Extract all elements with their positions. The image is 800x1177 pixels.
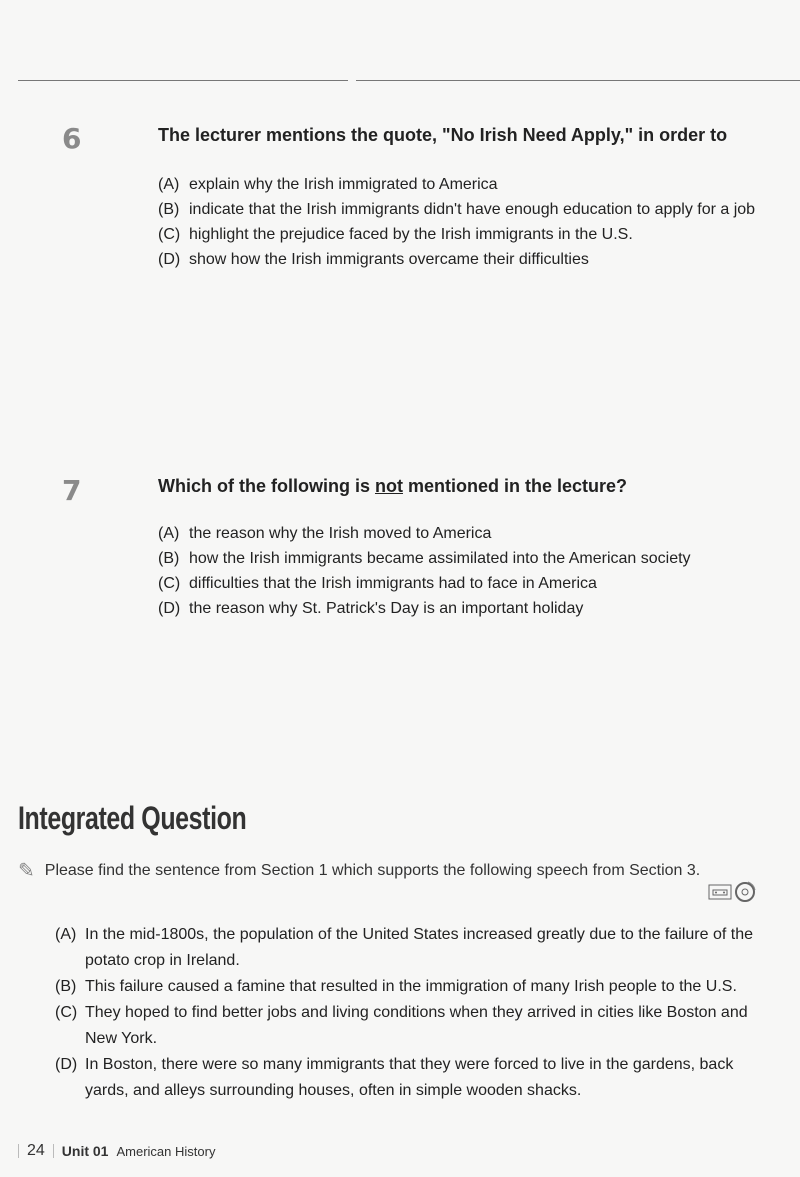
page-number: 24 <box>27 1142 45 1159</box>
pencil-icon: ✎ <box>18 860 35 882</box>
integrated-options <box>55 922 770 1104</box>
question-prompt <box>158 476 627 497</box>
option-text: how the Irish immigrants became assimilated into the American society <box>189 550 691 567</box>
prompt-text: mentioned in the lecture? <box>402 476 627 496</box>
question-options <box>158 172 758 272</box>
option-d[interactable] <box>158 596 758 621</box>
question-options <box>158 521 758 621</box>
option-label: (D) <box>158 251 181 268</box>
option-text: In the mid-1800s, the population of the United States increased greatly due to the failure of the potato crop in Ireland. <box>85 926 753 969</box>
option-text: show how the Irish immigrants overcame their difficulties <box>189 251 589 268</box>
option-label: (C) <box>158 226 181 243</box>
unit-label: Unit 01 <box>61 1143 109 1159</box>
option-text: the reason why St. Patrick's Day is an important holiday <box>189 600 584 617</box>
option-a[interactable] <box>55 922 770 974</box>
top-rule-left <box>18 80 348 81</box>
page-footer <box>18 1142 215 1160</box>
option-label: (C) <box>158 575 181 592</box>
option-label: (A) <box>158 176 180 193</box>
option-d[interactable] <box>55 1052 770 1104</box>
section-heading: Integrated Question <box>18 800 247 836</box>
divider <box>18 1144 19 1158</box>
option-a[interactable] <box>158 521 758 546</box>
prompt-emphasis: not <box>374 476 403 496</box>
option-label: (A) <box>158 525 180 542</box>
subject-label: American History <box>116 1143 216 1159</box>
option-text: This failure caused a famine that resulted in the immigration of many Irish people to the U.S. <box>85 978 737 995</box>
option-text: highlight the prejudice faced by the Irish immigrants in the U.S. <box>189 226 633 243</box>
option-label: (C) <box>55 1004 78 1021</box>
option-text: In Boston, there were so many immigrants that they were forced to live in the gardens, back yards, and alleys surrounding houses, often in simple wooden shacks. <box>85 1056 734 1099</box>
option-c[interactable] <box>158 222 758 247</box>
option-label: (D) <box>158 600 181 617</box>
instruction <box>18 858 700 883</box>
prompt-text: Which of the following is <box>158 476 375 496</box>
question-number: 6 <box>62 122 82 155</box>
option-label: (A) <box>55 926 77 943</box>
question-prompt: The lecturer mentions the quote, "No Irish Need Apply," in order to <box>158 125 728 145</box>
cd-icon <box>734 880 756 904</box>
option-text: the reason why the Irish moved to America <box>189 525 492 542</box>
option-text: indicate that the Irish immigrants didn't have enough education to apply for a job <box>189 201 756 218</box>
instruction-text: Please find the sentence from Section 1 which supports the following speech from Section 3. <box>44 861 701 879</box>
option-label: (D) <box>55 1056 78 1073</box>
option-text: They hoped to find better jobs and living conditions when they arrived in cities like Boston and New York. <box>85 1004 748 1047</box>
option-a[interactable] <box>158 172 758 197</box>
media-icons <box>708 880 756 904</box>
option-b[interactable] <box>55 974 770 1000</box>
option-label: (B) <box>55 978 77 995</box>
cassette-icon <box>708 883 732 901</box>
option-label: (B) <box>158 550 180 567</box>
top-rule-right <box>356 80 800 81</box>
option-text: difficulties that the Irish immigrants had to face in America <box>189 575 597 592</box>
divider <box>53 1144 54 1158</box>
option-text: explain why the Irish immigrated to America <box>189 176 498 193</box>
option-b[interactable] <box>158 197 758 222</box>
question-number: 7 <box>62 474 82 507</box>
option-b[interactable] <box>158 546 758 571</box>
option-d[interactable] <box>158 247 758 272</box>
option-c[interactable] <box>55 1000 770 1052</box>
option-label: (B) <box>158 201 180 218</box>
option-c[interactable] <box>158 571 758 596</box>
